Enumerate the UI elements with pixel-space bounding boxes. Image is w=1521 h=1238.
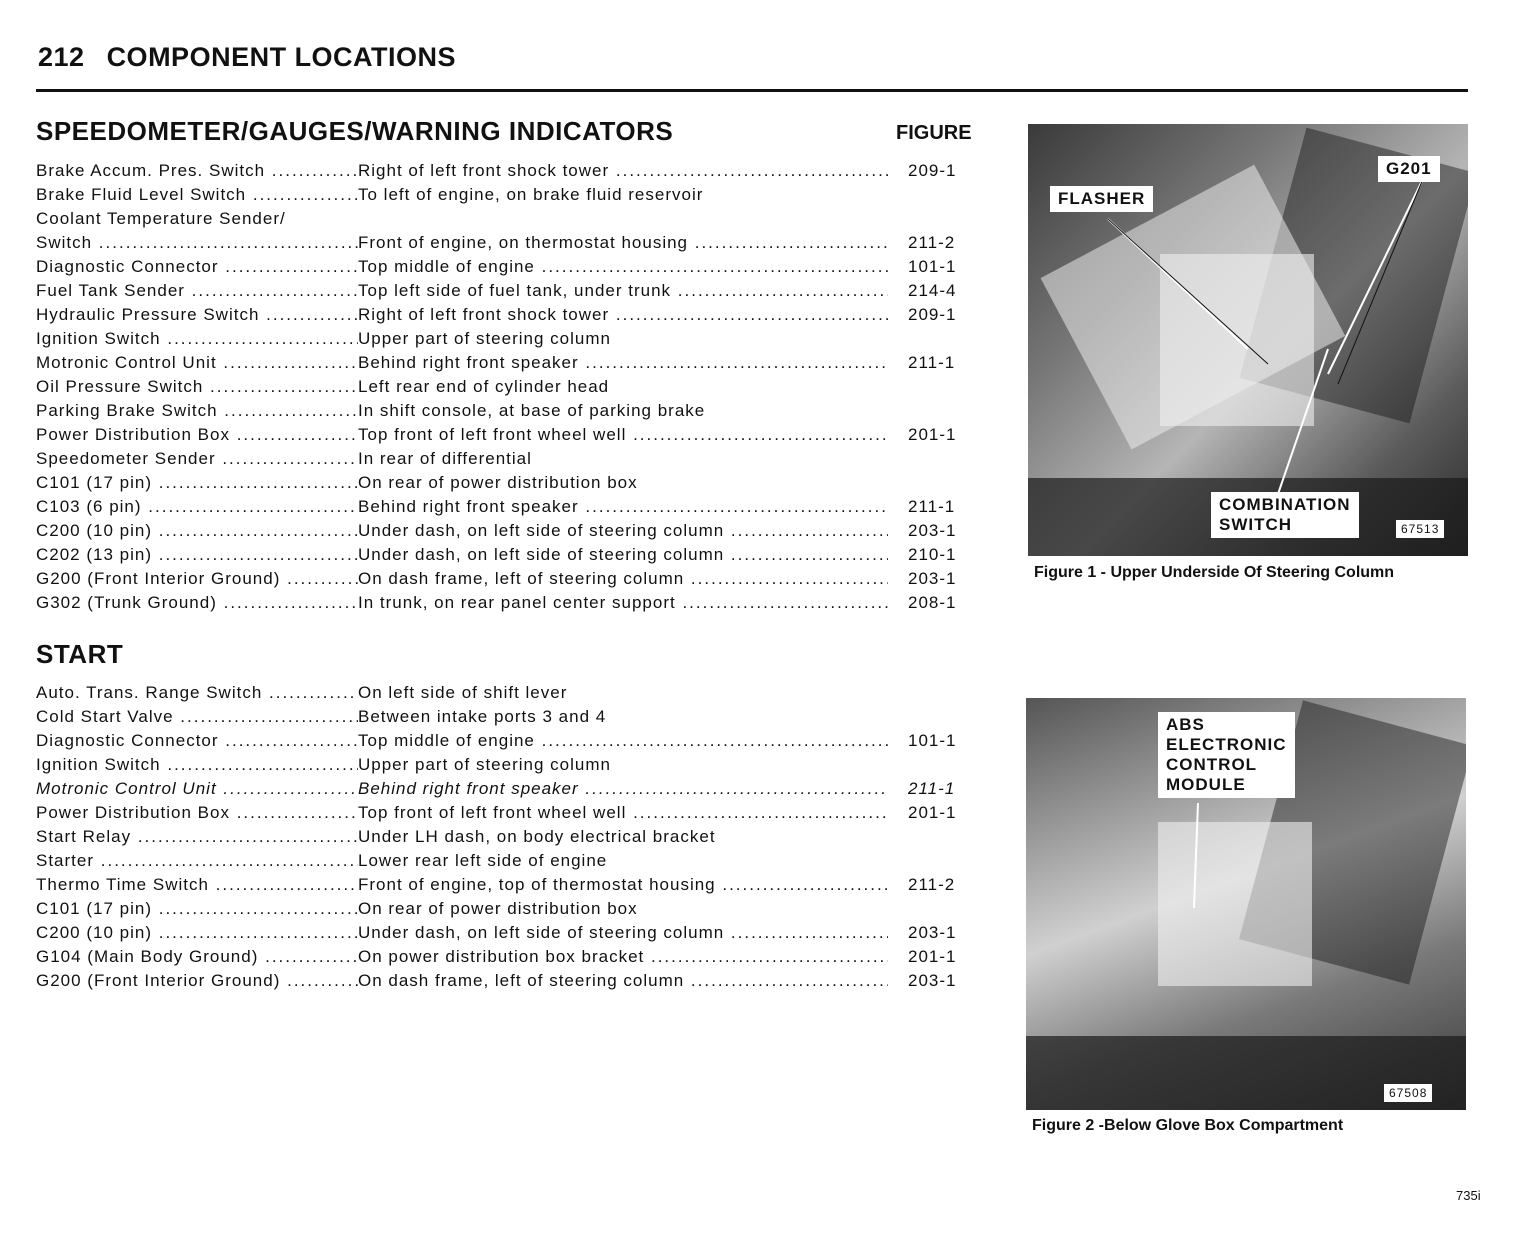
component-name: Cold Start Valve ..... <box>36 705 358 729</box>
callout-abs-line2: ELECTRONIC <box>1166 735 1287 754</box>
component-row <box>36 543 976 567</box>
component-name: Start Relay ..... <box>36 825 358 849</box>
component-row <box>36 567 976 591</box>
component-figure-ref: 203-1 <box>908 923 957 942</box>
component-row <box>36 873 976 897</box>
component-figure-ref <box>888 897 976 921</box>
component-location: Top front of left front wheel well ..... <box>358 423 888 447</box>
component-figure-ref: 203-1 <box>908 971 957 990</box>
figure-column-label: FIGURE <box>896 122 972 144</box>
component-figure-ref: 211-1 <box>908 779 956 798</box>
component-figure-ref <box>888 753 976 777</box>
component-row <box>36 591 976 615</box>
component-figure-ref: 209-1 <box>908 161 957 180</box>
component-figure-ref: 201-1 <box>908 947 957 966</box>
component-location: Right of left front shock tower ..... <box>358 303 888 327</box>
callout-abs-module <box>1158 712 1295 798</box>
component-figure-ref: 211-1 <box>908 497 956 516</box>
component-name: Ignition Switch ..... <box>36 753 358 777</box>
component-row <box>36 519 976 543</box>
component-location: In shift console, at base of parking brake <box>358 401 706 420</box>
component-name: Brake Fluid Level Switch ..... <box>36 183 358 207</box>
component-figure-ref: 201-1 <box>908 425 957 444</box>
component-location: Upper part of steering column <box>358 755 611 774</box>
component-name: Auto. Trans. Range Switch ..... <box>36 681 358 705</box>
component-location: In trunk, on rear panel center support ..... <box>358 591 888 615</box>
component-row <box>36 399 976 423</box>
component-location: Top front of left front wheel well ..... <box>358 801 888 825</box>
component-name: G200 (Front Interior Ground) ..... <box>36 969 358 993</box>
component-location: Top left side of fuel tank, under trunk ..... <box>358 279 888 303</box>
component-name: C103 (6 pin) ..... <box>36 495 358 519</box>
component-location: Under LH dash, on body electrical bracket <box>358 827 716 846</box>
section-title-speedometer: SPEEDOMETER/GAUGES/WARNING INDICATORS <box>36 116 674 146</box>
callout-flasher: FLASHER <box>1050 186 1153 212</box>
component-row <box>36 753 976 777</box>
component-row <box>36 495 976 519</box>
page-title: COMPONENT LOCATIONS <box>106 42 457 72</box>
component-name: Brake Accum. Pres. Switch ..... <box>36 159 358 183</box>
component-row <box>36 777 976 801</box>
component-figure-ref <box>888 207 976 231</box>
component-location: Under dash, on left side of steering column ..... <box>358 519 888 543</box>
component-location: Behind right front speaker ..... <box>358 351 888 375</box>
component-row <box>36 729 976 753</box>
component-figure-ref: 101-1 <box>908 731 957 750</box>
component-name: C101 (17 pin) ..... <box>36 897 358 921</box>
component-name: G200 (Front Interior Ground) ..... <box>36 567 358 591</box>
component-figure-ref <box>888 327 976 351</box>
component-name: Diagnostic Connector ..... <box>36 255 358 279</box>
component-location: Behind right front speaker ..... <box>358 777 888 801</box>
component-row <box>36 801 976 825</box>
header-rule <box>36 89 1468 92</box>
component-figure-ref <box>888 471 976 495</box>
component-name: Switch ..... <box>36 231 358 255</box>
component-name: Fuel Tank Sender ..... <box>36 279 358 303</box>
component-figure-ref: 210-1 <box>908 545 957 564</box>
component-figure-ref <box>888 849 976 873</box>
component-row <box>36 183 976 207</box>
component-location: Between intake ports 3 and 4 <box>358 707 607 726</box>
component-location: On rear of power distribution box <box>358 899 638 918</box>
page-number: 212 <box>38 42 85 72</box>
component-name: C200 (10 pin) ..... <box>36 921 358 945</box>
component-figure-ref: 211-1 <box>908 353 956 372</box>
figure-2-caption: Figure 2 -Below Glove Box Compartment <box>1032 1117 1344 1134</box>
component-name: Thermo Time Switch ..... <box>36 873 358 897</box>
component-row <box>36 351 976 375</box>
component-row <box>36 159 976 183</box>
component-location: Right of left front shock tower ..... <box>358 159 888 183</box>
component-row <box>36 471 976 495</box>
component-row <box>36 849 976 873</box>
component-figure-ref: 214-4 <box>908 281 957 300</box>
figure-1-photo <box>1028 124 1468 556</box>
component-row <box>36 207 976 231</box>
component-location: On rear of power distribution box <box>358 473 638 492</box>
component-name: Starter ..... <box>36 849 358 873</box>
speedometer-component-list <box>36 159 976 615</box>
component-location: On left side of shift lever <box>358 683 568 702</box>
section-title-start: START <box>36 639 124 669</box>
component-name: Oil Pressure Switch ..... <box>36 375 358 399</box>
component-row <box>36 423 976 447</box>
component-location: Front of engine, top of thermostat housing ..... <box>358 873 888 897</box>
photo-number-2: 67508 <box>1384 1084 1432 1102</box>
component-location: In rear of differential <box>358 449 532 468</box>
component-figure-ref <box>888 825 976 849</box>
component-location: On dash frame, left of steering column ..... <box>358 567 888 591</box>
figure-2-photo <box>1026 698 1466 1110</box>
component-row <box>36 945 976 969</box>
component-figure-ref: 101-1 <box>908 257 957 276</box>
callout-combination-line1: COMBINATION <box>1219 495 1351 514</box>
component-figure-ref: 203-1 <box>908 521 957 540</box>
component-row <box>36 921 976 945</box>
component-location: On dash frame, left of steering column ..... <box>358 969 888 993</box>
component-name: C200 (10 pin) ..... <box>36 519 358 543</box>
figure-1-caption: Figure 1 - Upper Underside Of Steering Column <box>1034 564 1395 581</box>
callout-combination-line2: SWITCH <box>1219 515 1293 534</box>
component-figure-ref: 209-1 <box>908 305 957 324</box>
component-location: Left rear end of cylinder head <box>358 377 610 396</box>
component-name: Power Distribution Box ..... <box>36 423 358 447</box>
component-name: C202 (13 pin) ..... <box>36 543 358 567</box>
component-name: G104 (Main Body Ground) ..... <box>36 945 358 969</box>
component-row <box>36 255 976 279</box>
component-row <box>36 327 976 351</box>
component-figure-ref <box>888 183 976 207</box>
component-figure-ref: 211-2 <box>908 233 956 252</box>
component-figure-ref: 203-1 <box>908 569 957 588</box>
component-name: Power Distribution Box ..... <box>36 801 358 825</box>
callout-combination-switch <box>1211 492 1359 538</box>
callout-abs-line3: CONTROL <box>1166 755 1258 774</box>
component-figure-ref <box>888 447 976 471</box>
component-figure-ref <box>888 705 976 729</box>
component-name: Speedometer Sender ..... <box>36 447 358 471</box>
component-row <box>36 303 976 327</box>
component-name: Motronic Control Unit ..... <box>36 351 358 375</box>
component-row <box>36 375 976 399</box>
component-name: Diagnostic Connector ..... <box>36 729 358 753</box>
component-row <box>36 231 976 255</box>
component-figure-ref <box>888 375 976 399</box>
component-location: Top middle of engine ..... <box>358 255 888 279</box>
component-name: Ignition Switch ..... <box>36 327 358 351</box>
callout-abs-line4: MODULE <box>1166 775 1246 794</box>
component-location: To left of engine, on brake fluid reservoir <box>358 185 704 204</box>
callout-abs-line1: ABS <box>1166 715 1205 734</box>
callout-g201: G201 <box>1378 156 1440 182</box>
component-name: Parking Brake Switch ..... <box>36 399 358 423</box>
component-row <box>36 969 976 993</box>
component-row <box>36 705 976 729</box>
component-row <box>36 897 976 921</box>
photo-number-1: 67513 <box>1396 520 1444 538</box>
component-location: Lower rear left side of engine <box>358 851 608 870</box>
component-figure-ref <box>888 399 976 423</box>
component-row <box>36 825 976 849</box>
component-row <box>36 447 976 471</box>
start-component-list <box>36 681 976 993</box>
component-name: C101 (17 pin) ..... <box>36 471 358 495</box>
component-row <box>36 681 976 705</box>
component-name: Coolant Temperature Sender/ <box>36 209 286 228</box>
component-figure-ref: 208-1 <box>908 593 957 612</box>
component-row <box>36 279 976 303</box>
component-figure-ref: 211-2 <box>908 875 956 894</box>
footer-model: 735i <box>1456 1188 1481 1203</box>
component-figure-ref: 201-1 <box>908 803 957 822</box>
component-location: Top middle of engine ..... <box>358 729 888 753</box>
component-name: G302 (Trunk Ground) ..... <box>36 591 358 615</box>
component-location: Under dash, on left side of steering column ..... <box>358 543 888 567</box>
component-location: Under dash, on left side of steering column ..... <box>358 921 888 945</box>
component-name: Motronic Control Unit ..... <box>36 777 358 801</box>
component-location: Front of engine, on thermostat housing ..... <box>358 231 888 255</box>
component-location: On power distribution box bracket ..... <box>358 945 888 969</box>
component-location <box>358 207 888 231</box>
component-figure-ref <box>888 681 976 705</box>
component-location: Upper part of steering column <box>358 329 611 348</box>
component-name: Hydraulic Pressure Switch ..... <box>36 303 358 327</box>
component-location: Behind right front speaker ..... <box>358 495 888 519</box>
page-header <box>38 42 456 73</box>
